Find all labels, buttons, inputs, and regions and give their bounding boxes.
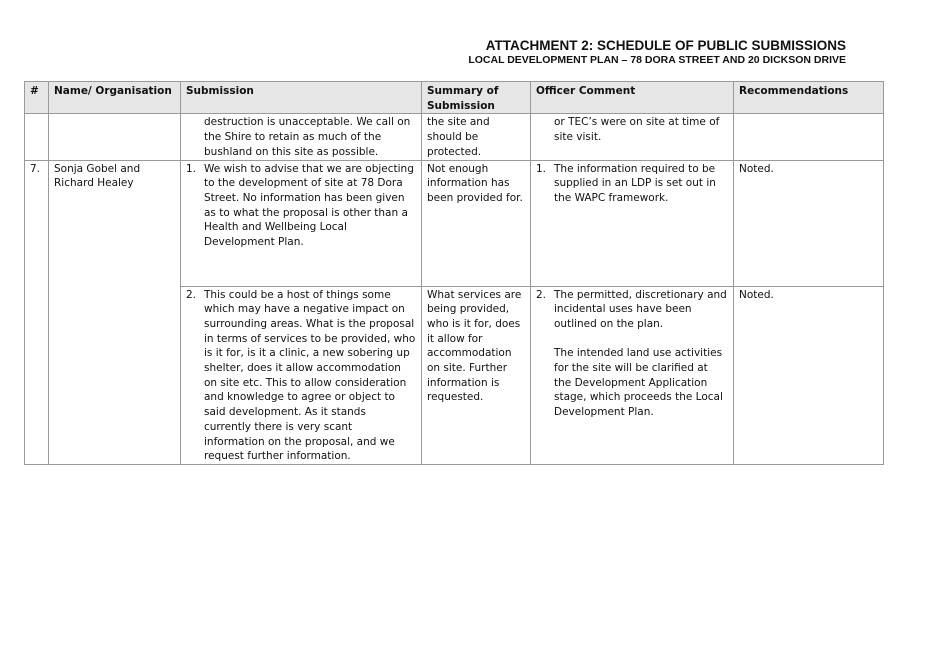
- cell-name: [49, 114, 181, 160]
- cell-recommendation: [734, 114, 884, 160]
- cell-summary: the site and should be protected.: [422, 114, 531, 160]
- item-number: 2.: [186, 288, 197, 301]
- cell-name: Sonja Gobel and Richard Healey: [49, 160, 181, 464]
- cell-submission: [181, 286, 422, 464]
- document-title: ATTACHMENT 2: SCHEDULE OF PUBLIC SUBMISSIONS: [485, 38, 846, 53]
- officer-comment-text: or TEC’s were on site at time of site visit.: [554, 116, 720, 144]
- item-number: 1.: [186, 162, 197, 175]
- submission-text: destruction is unacceptable. We call on the Shire to retain as much of the bushland on this site as possible.: [204, 116, 411, 158]
- cell-recommendation: Noted.: [734, 286, 884, 464]
- column-header-summary: Summary of Submission: [422, 82, 531, 114]
- officer-comment-text: The permitted, discretionary and incidental uses have been outlined on the plan.: [554, 288, 727, 330]
- column-header-recommendations: Recommendations: [734, 82, 884, 114]
- cell-submission: [181, 114, 422, 160]
- document-subtitle: LOCAL DEVELOPMENT PLAN – 78 DORA STREET AND 20 DICKSON DRIVE: [468, 54, 846, 66]
- column-header-name: Name/ Organisation: [49, 82, 181, 114]
- cell-summary: What services are being provided, who is it for, does it allow for accommodation on site. Further information is requested.: [422, 286, 531, 464]
- officer-comment-text: The information required to be supplied in an LDP is set out in the WAPC framework.: [554, 162, 716, 204]
- column-header-officer-comment: Officer Comment: [531, 82, 734, 114]
- item-number: 2.: [536, 288, 547, 301]
- cell-recommendation: Noted.: [734, 160, 884, 286]
- cell-number: 7.: [25, 160, 49, 464]
- table-header-row: [25, 82, 884, 114]
- table-row: [25, 114, 884, 160]
- document-header: [468, 38, 846, 67]
- table-row: [25, 160, 884, 286]
- column-header-submission: Submission: [181, 82, 422, 114]
- cell-officer-comment: [531, 160, 734, 286]
- submission-text: This could be a host of things some which may have a negative impact on surrounding areas. What is the proposal in terms of services to be provided, who is it for, is it a clinic, a new sobering up shelter, does it allow accommodation on site etc. This to allow consideration and knowledge to agree or object to said development. As it stands currently there is very scant information on the proposal, and we request further information.: [204, 288, 416, 463]
- cell-number: [25, 114, 49, 160]
- column-header-number: #: [25, 82, 49, 114]
- cell-submission: [181, 160, 422, 286]
- cell-summary: Not enough information has been provided for.: [422, 160, 531, 286]
- cell-officer-comment: [531, 286, 734, 464]
- officer-comment-text-2: The intended land use activities for the site will be clarified at the Development Application stage, which proceeds the Local Development Plan.: [554, 347, 723, 419]
- cell-officer-comment: [531, 114, 734, 160]
- submissions-table: [24, 81, 884, 465]
- item-number: 1.: [536, 162, 547, 175]
- submission-text: We wish to advise that we are objecting to the development of site at 78 Dora Street. No information has been given as to what the proposal is other than a Health and Wellbeing Local Development Plan.: [204, 162, 414, 249]
